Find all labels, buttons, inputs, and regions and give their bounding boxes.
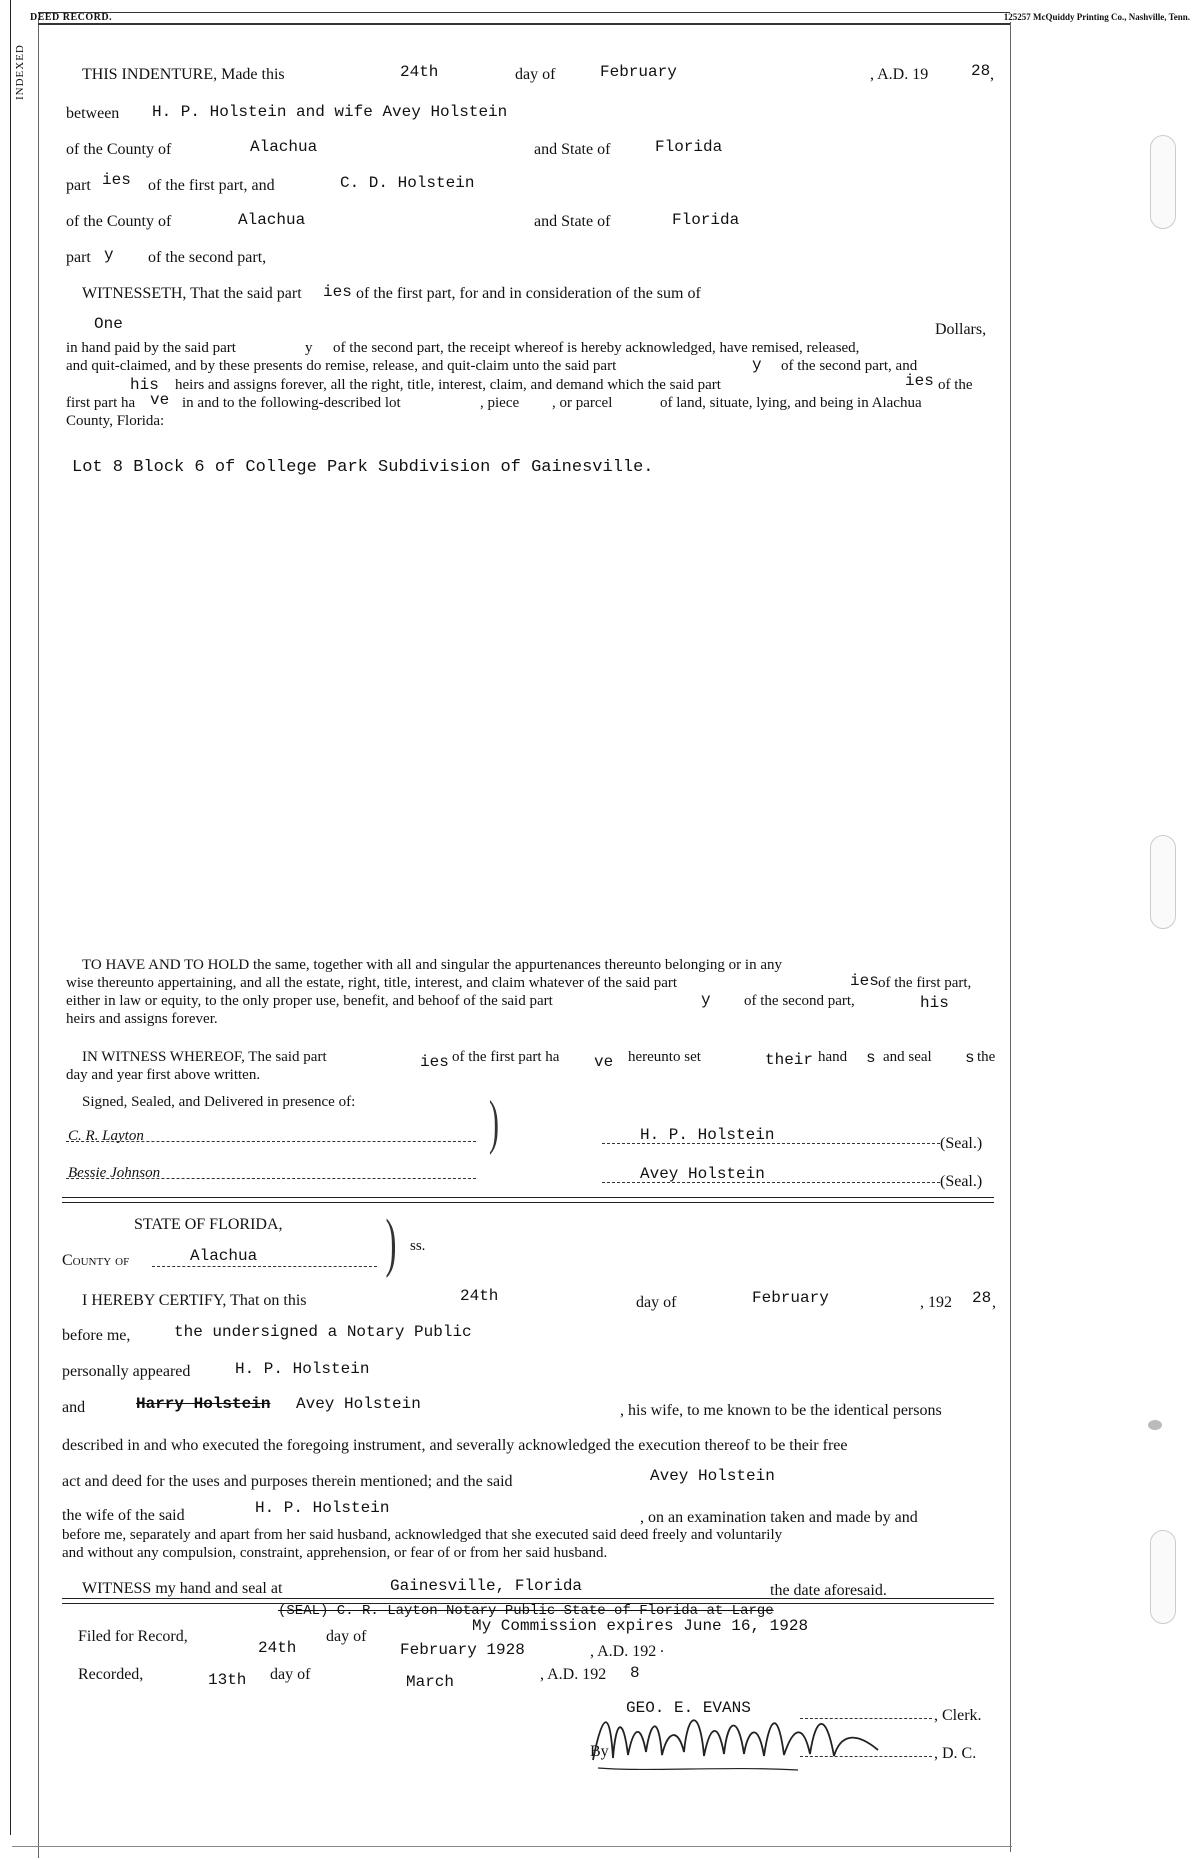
ack-month: February: [752, 1289, 829, 1307]
land-description: Lot 8 Block 6 of College Park Subdivision of Gainesville.: [72, 458, 654, 477]
binder-hole-icon: [1150, 135, 1176, 229]
witness-line-1e: hereunto set: [628, 1049, 701, 1065]
recorded-month: March: [406, 1673, 455, 1691]
header-printer: 125257 McQuiddy Printing Co., Nashville, Tenn.: [1003, 12, 1190, 22]
dollars-label: Dollars,: [935, 321, 987, 338]
bottom-line: [12, 1846, 1012, 1847]
recorded-day-of: day of: [270, 1666, 311, 1683]
deputy-clerk-signature: [588, 1700, 888, 1787]
habendum-line-2c: of the first part,: [878, 975, 972, 991]
recorded-day: 13th: [208, 1671, 247, 1689]
deed-month: February: [600, 63, 677, 81]
witness-line-1c: of the first part ha: [452, 1049, 560, 1065]
clerk-label: , Clerk.: [934, 1707, 982, 1724]
part-suffix-2: y: [104, 246, 114, 264]
body-line-2b: y: [752, 356, 762, 374]
year-comma: ,: [990, 66, 994, 83]
witness-line-1a: IN WITNESS WHEREOF, The said part: [82, 1049, 327, 1065]
witness-line-1f: their: [765, 1051, 814, 1069]
witness-line-1k: the: [977, 1049, 996, 1065]
witness-line-1g: hand: [818, 1049, 848, 1065]
filed-ad: , A.D. 192: [590, 1643, 657, 1660]
body-line-3d: of the: [938, 377, 973, 393]
body-line-3c: ies: [905, 372, 934, 390]
notary-struck-line: (SEAL) C. R. Layton Notary Public State of Florida at Large: [278, 1603, 774, 1619]
filed-ad-end: .: [660, 1639, 664, 1656]
between-label: between: [66, 105, 120, 122]
grantor-state: Florida: [655, 138, 723, 156]
ack-husband: H. P. Holstein: [235, 1360, 370, 1378]
header-title: DEED RECORD.: [30, 12, 113, 23]
second-part-label: of the second part,: [148, 249, 267, 266]
ack-husband-2: H. P. Holstein: [255, 1499, 390, 1517]
before-me-line: before me, separately and apart from her said husband, acknowledged that she executed said deed freely and voluntarily: [62, 1527, 783, 1543]
ack-day: 24th: [460, 1287, 499, 1305]
witness-line-2: day and year first above written.: [66, 1067, 261, 1083]
deed-day: 24th: [400, 63, 439, 81]
county-label: of the County of: [66, 141, 172, 158]
indexed-stamp: INDEXED: [14, 44, 26, 100]
ack-county: Alachua: [190, 1247, 258, 1265]
filed-day-of: day of: [326, 1628, 367, 1645]
recorded-ad: , A.D. 192: [540, 1666, 607, 1683]
by-label: By: [590, 1743, 609, 1760]
grantee-name: C. D. Holstein: [340, 174, 475, 192]
ack-wife-2: Avey Holstein: [650, 1467, 775, 1485]
body-line-2a: and quit-claimed, and by these presents do remise, release, and quit-claim unto the said part: [66, 358, 617, 374]
witnesseth-label: WITNESSETH, That the said part: [82, 285, 302, 302]
witness-line-1b: ies: [420, 1053, 449, 1071]
body-line-4e: , or parcel: [552, 395, 613, 411]
act-line: act and deed for the uses and purposes therein mentioned; and the said: [62, 1473, 513, 1490]
body-line-4c: in and to the following-described lot: [182, 395, 401, 411]
body-line-4a: first part ha: [66, 395, 136, 411]
recorded-label: Recorded,: [78, 1666, 144, 1683]
and-label: and: [62, 1399, 86, 1416]
body-line-4d: , piece: [480, 395, 520, 411]
seal-label-a: (Seal.): [940, 1135, 983, 1152]
state-label-2: and State of: [534, 213, 611, 230]
brace-icon: ): [488, 1089, 499, 1155]
grantor-names: H. P. Holstein and wife Avey Holstein: [152, 103, 508, 121]
body-line-3a: his: [130, 376, 159, 394]
ack-wife: Avey Holstein: [296, 1395, 421, 1413]
witness-line-1j: s: [965, 1049, 975, 1067]
described-line: described in and who executed the foregoing instrument, and severally acknowledged the execution thereof to be their free: [62, 1437, 848, 1454]
right-margin-line: [1010, 22, 1011, 1852]
smudge-mark: [1148, 1420, 1162, 1430]
witness-b-signature: Bessie Johnson: [68, 1165, 161, 1181]
filed-month: February 1928: [400, 1641, 525, 1659]
wife-of-label: the wife of the said: [62, 1507, 185, 1524]
part-label: part: [66, 177, 91, 194]
ack-state: STATE OF FLORIDA,: [134, 1216, 283, 1233]
recorded-year: 8: [630, 1664, 640, 1682]
exam-line: , on an examination taken and made by and: [640, 1509, 918, 1526]
deed-year: 28: [971, 62, 991, 80]
state-label: and State of: [534, 141, 611, 158]
body-line-4f: of land, situate, lying, and being in Alachua: [660, 395, 922, 411]
signer-a-name: H. P. Holstein: [640, 1126, 775, 1144]
ack-place: Gainesville, Florida: [390, 1577, 583, 1595]
ss-label: ss.: [410, 1238, 426, 1254]
part-suffix: ies: [102, 171, 131, 189]
section-divider: [62, 1197, 994, 1203]
witness-line-1d: ve: [594, 1053, 614, 1071]
struck-name: Harry Holstein: [136, 1395, 271, 1413]
body-line-3b: heirs and assigns forever, all the right, title, interest, claim, and demand which the said part: [175, 377, 721, 393]
body-line-2c: of the second part, and: [781, 358, 918, 374]
body-line-1c: of the second part, the receipt whereof is hereby acknowledged, have remised, released,: [333, 340, 860, 356]
witnesseth-suffix: ies: [323, 283, 352, 301]
indenture-label: THIS INDENTURE, Made this: [82, 66, 285, 83]
habendum-line-1: TO HAVE AND TO HOLD the same, together with all and singular the appurtenances thereunto belonging or in any: [82, 957, 782, 973]
witnesseth-rest: of the first part, for and in consideration of the sum of: [356, 285, 701, 302]
ack-county-label: County of: [62, 1252, 130, 1269]
part-label-2: part: [66, 249, 91, 266]
signed-sealed-label: Signed, Sealed, and Delivered in presence of:: [82, 1094, 356, 1110]
ack-year: 28: [972, 1289, 992, 1307]
aforesaid-label: the date aforesaid.: [770, 1582, 887, 1599]
grantee-state: Florida: [672, 211, 740, 229]
consideration-sum: One: [94, 315, 123, 333]
ack-year-label: , 192: [920, 1294, 952, 1311]
without-line: and without any compulsion, constraint, apprehension, or fear of or from her said husband.: [62, 1545, 608, 1561]
ad-label: , A.D. 19: [870, 66, 929, 83]
ack-brace-icon: ): [385, 1206, 397, 1279]
filed-label: Filed for Record,: [78, 1628, 188, 1645]
witness-hand-label: WITNESS my hand and seal at: [82, 1580, 283, 1597]
header-rule: [38, 12, 1010, 25]
body-line-5: County, Florida:: [66, 413, 165, 429]
habendum-line-3b: y: [701, 991, 711, 1009]
habendum-line-2a: wise thereunto appertaining, and all the estate, right, title, interest, and claim whatever of the said part: [66, 975, 678, 991]
grantee-county: Alachua: [238, 211, 306, 229]
grantor-county: Alachua: [250, 138, 318, 156]
page-left-border: [10, 0, 11, 1835]
ack-day-of: day of: [636, 1294, 677, 1311]
margin-line: [38, 18, 39, 1858]
body-line-1a: in hand paid by the said part: [66, 340, 236, 356]
habendum-line-3d: his: [920, 994, 949, 1012]
day-of-label: day of: [515, 66, 556, 83]
seal-label-b: (Seal.): [940, 1173, 983, 1190]
filed-day: 24th: [258, 1639, 297, 1657]
signer-b-name: Avey Holstein: [640, 1165, 765, 1183]
clerk-name: GEO. E. EVANS: [626, 1699, 751, 1717]
notary-officer: the undersigned a Notary Public: [174, 1323, 472, 1341]
signature-scribble-icon: [588, 1700, 888, 1780]
body-line-1b: y: [305, 340, 313, 356]
habendum-line-3c: of the second part,: [744, 993, 855, 1009]
commission-expiry: My Commission expires June 16, 1928: [472, 1617, 809, 1635]
before-me-label: before me,: [62, 1327, 131, 1344]
ack-county-line: [152, 1266, 377, 1267]
dc-label: , D. C.: [934, 1745, 977, 1762]
habendum-line-4: heirs and assigns forever.: [66, 1011, 218, 1027]
habendum-line-3a: either in law or equity, to the only proper use, benefit, and behoof of the said part: [66, 993, 553, 1009]
certify-label: I HEREBY CERTIFY, That on this: [82, 1292, 307, 1309]
wife-tail: , his wife, to me known to be the identical persons: [620, 1402, 942, 1419]
binder-hole-icon: [1150, 1530, 1176, 1624]
witness-line-1h: s: [866, 1049, 876, 1067]
witness-a-signature: C. R. Layton: [68, 1128, 144, 1144]
body-line-4b: ve: [150, 391, 170, 409]
first-part-label: of the first part, and: [148, 177, 275, 194]
binder-hole-icon: [1150, 835, 1176, 929]
habendum-line-2b: ies: [850, 972, 879, 990]
appeared-label: personally appeared: [62, 1363, 191, 1380]
witness-line-1i: and seal: [883, 1049, 932, 1065]
ack-year-comma: ,: [992, 1294, 996, 1311]
county-label-2: of the County of: [66, 213, 172, 230]
